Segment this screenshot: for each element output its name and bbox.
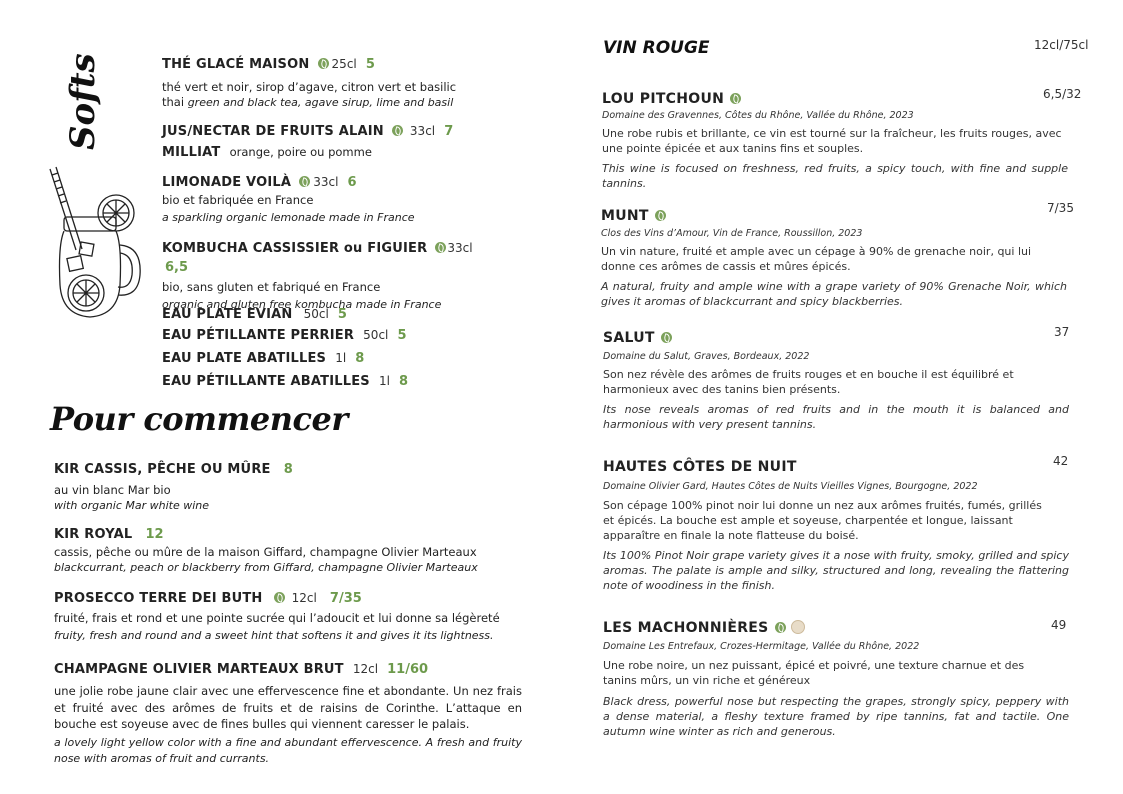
wine-name: MUNT [601, 208, 649, 224]
item-name: EAU PÉTILLANTE ABATILLES [162, 374, 370, 389]
organic-leaf-icon [392, 125, 403, 136]
organic-leaf-icon [655, 210, 666, 221]
wine-domain: Domaine Olivier Gard, Hautes Côtes de Nuits Vieilles Vignes, Bourgogne, 2022 [603, 481, 978, 492]
item-size: 33cl [409, 124, 436, 138]
wine-desc-en: Its nose reveals aromas of red fruits and in the mouth it is balanced and harmonious with very present tannins. [603, 403, 1069, 431]
item-name: EAU PLATE EVIAN [162, 307, 293, 322]
softs-item-4 [162, 237, 502, 312]
wine-price: 7/35 [1047, 201, 1074, 215]
softs-item-6 [162, 324, 407, 343]
item-price: 5 [365, 57, 375, 72]
item-name: EAU PÉTILLANTE PERRIER [162, 328, 355, 343]
wine-desc-en: Its 100% Pinot Noir grape variety gives it a nose with fruity, smoky, grilled and spicy aromas. The palate is ample and silky, structured and long, revealing the flattering note of woodiness in the finish. [603, 549, 1069, 592]
item-desc-en: organic and gluten free kombucha made in France [162, 298, 442, 311]
wine-price: 42 [1053, 454, 1069, 468]
item-desc-en: with organic Mar white wine [54, 499, 210, 512]
item-desc-en: fruity, fresh and round and a sweet hint that softens it and gives it its lightness. [54, 629, 494, 642]
item-name: EAU PLATE ABATILLES [162, 351, 327, 366]
lemonade-jar-illustration [44, 165, 144, 335]
item-name: CHAMPAGNE OLIVIER MARTEAUX BRUT [54, 662, 344, 677]
item-size: 25cl [331, 57, 357, 71]
wine-entry-1 [602, 88, 1082, 191]
wine-domain: Clos des Vins d’Amour, Vin de France, Roussillon, 2023 [601, 228, 863, 239]
wine-entry-3 [603, 327, 1083, 432]
wine-entry-5 [603, 617, 1083, 739]
softs-heading: Softs [63, 53, 103, 150]
item-price: 5 [337, 307, 347, 322]
wine-entry-2 [601, 205, 1081, 309]
softs-item-7 [162, 347, 364, 366]
wine-desc: Une robe rubis et brillante, ce vin est tourné sur la fraîcheur, les fruits rouges, avec une pointe épicée et aux tanins fins et souples. [602, 127, 1062, 155]
organic-leaf-icon [730, 93, 741, 104]
item-price: 8 [283, 462, 293, 477]
item-desc-en: a sparkling organic lemonade made in France [162, 211, 415, 224]
item-name-line2: MILLIAT [162, 145, 221, 160]
item-name: THÉ GLACÉ MAISON [162, 57, 310, 72]
item-desc: cassis, pêche ou mûre de la maison Giffard, champagne Olivier Marteaux [54, 545, 477, 559]
organic-leaf-icon [299, 176, 310, 187]
wine-name: LOU PITCHOUN [602, 91, 725, 107]
item-name: KOMBUCHA CASSISSIER ou FIGUIER [162, 241, 428, 256]
softs-item-5 [162, 303, 347, 322]
wine-desc-en: Black dress, powerful nose but respecting the grapes, strongly spicy, peppery with a dense material, a fleshy texture framed by ripe tannins, fat and tactile. One autumn wine winter as rich and generous. [603, 695, 1069, 738]
starter-item-1 [54, 458, 524, 513]
wine-price: 37 [1054, 325, 1070, 339]
item-desc: au vin blanc Mar bio [54, 483, 171, 497]
wine-domain: Domaine des Gravennes, Côtes du Rhône, Vallée du Rhône, 2023 [602, 110, 914, 121]
item-price: 6 [347, 175, 357, 190]
item-desc: bio et fabriquée en France [162, 193, 314, 207]
item-desc: orange, poire ou pomme [229, 145, 372, 159]
item-size: 12cl [291, 591, 317, 605]
wine-name: HAUTES CÔTES DE NUIT [603, 459, 797, 475]
item-desc-en: blackcurrant, peach or blackberry from Giffard, champagne Olivier Marteaux [54, 561, 478, 574]
item-price: 8 [355, 351, 365, 366]
wine-desc-en: This wine is focused on freshness, red fruits, a spicy touch, with fine and supple tannins. [602, 162, 1068, 190]
wine-desc: Son nez révèle des arômes de fruits rouges et en bouche il est équilibré et harmonieux avec des tanins bien présents. [603, 368, 1014, 396]
wine-desc: Un vin nature, fruité et ample avec un cépage à 90% de grenache noir, qui lui donne ces arômes de cassis et mûres épicés. [601, 245, 1032, 273]
item-desc: fruité, frais et rond et une pointe sucrée qui l’adoucit et lui donne sa légèreté [54, 611, 500, 625]
item-size: 1l [378, 374, 390, 388]
item-size: 12cl [352, 662, 379, 676]
item-price: 11/60 [387, 662, 429, 677]
biodynamic-badge-icon [791, 620, 805, 634]
wine-domain: Domaine Les Entrefaux, Crozes-Hermitage, Vallée du Rhône, 2022 [603, 641, 920, 652]
organic-leaf-icon [775, 622, 786, 633]
item-price: 5 [397, 328, 407, 343]
organic-leaf-icon [661, 332, 672, 343]
wine-price: 6,5/32 [1043, 87, 1082, 101]
starter-item-2 [54, 523, 524, 575]
wine-name: SALUT [603, 330, 655, 346]
item-price: 8 [399, 374, 409, 389]
item-name: PROSECCO TERRE DEI BUTH [54, 591, 263, 606]
item-name: KIR CASSIS, PÊCHE OU MÛRE [54, 462, 271, 477]
item-price: 7 [444, 124, 454, 139]
vin-rouge-heading: VIN ROUGE [603, 38, 710, 58]
item-name: KIR ROYAL [54, 527, 133, 542]
softs-item-3 [162, 171, 482, 225]
item-desc-en: green and black tea, agave sirup, lime and basil [187, 96, 454, 109]
softs-item-2 [162, 120, 482, 160]
item-desc: une jolie robe jaune clair avec une effervescence fine et abondante. Un nez frais et fruité avec des arômes de fruits et de raisins de Corinthe. L’attaque en bouche est soyeuse avec de fines bulles qui viennent caresser le palais. [54, 684, 522, 731]
item-desc-en: a lovely light yellow color with a fine and abundant effervescence. A fresh and fruity nose with aromas of fruit and currants. [54, 735, 522, 765]
softs-item-1 [162, 53, 482, 110]
vin-rouge-sizes: 12cl/75cl [1034, 38, 1089, 52]
organic-leaf-icon [435, 242, 446, 253]
softs-item-8 [162, 370, 408, 389]
wine-name: LES MACHONNIÈRES [603, 620, 769, 636]
item-desc: bio, sans gluten et fabriqué en France [162, 280, 381, 294]
item-size: 50cl [303, 307, 329, 321]
wine-desc: Son cépage 100% pinot noir lui donne un nez aux arômes fruités, fumés, grillés et épicés. La bouche est ample et soyeuse, charpentée et longue, laissant apparaître en finale la note flatteuse du boisé. [603, 499, 1042, 542]
wine-entry-4 [603, 456, 1083, 593]
item-name: LIMONADE VOILÀ [162, 175, 292, 190]
item-price: 7/35 [329, 591, 362, 606]
wine-domain: Domaine du Salut, Graves, Bordeaux, 2022 [603, 351, 810, 362]
item-size: 33cl [447, 241, 473, 255]
item-size: 1l [335, 351, 347, 365]
starter-item-4 [54, 658, 522, 767]
item-desc: thé vert et noir, sirop d’agave, citron vert et basilic [162, 80, 457, 94]
organic-leaf-icon [318, 58, 329, 69]
item-size: 33cl [313, 175, 339, 189]
item-size: 50cl [363, 328, 389, 342]
item-price: 6,5 [165, 260, 189, 275]
item-price: 12 [145, 527, 164, 542]
wine-desc-en: A natural, fruity and ample wine with a grape variety of 90% Grenache Noir, which gives it aromas of blackcurrant and spicy blackberries. [601, 280, 1067, 308]
item-name: JUS/NECTAR DE FRUITS ALAIN [162, 124, 384, 139]
wine-desc: Une robe noire, un nez puissant, épicé et poivré, une texture charnue et des tanins mûrs, un vin riche et généreux [603, 659, 1025, 687]
wine-price: 49 [1051, 618, 1067, 632]
starter-item-3 [54, 587, 524, 643]
organic-leaf-icon [274, 592, 285, 603]
pour-commencer-heading: Pour commencer [50, 400, 348, 438]
item-desc-prefix: thai [162, 95, 185, 109]
